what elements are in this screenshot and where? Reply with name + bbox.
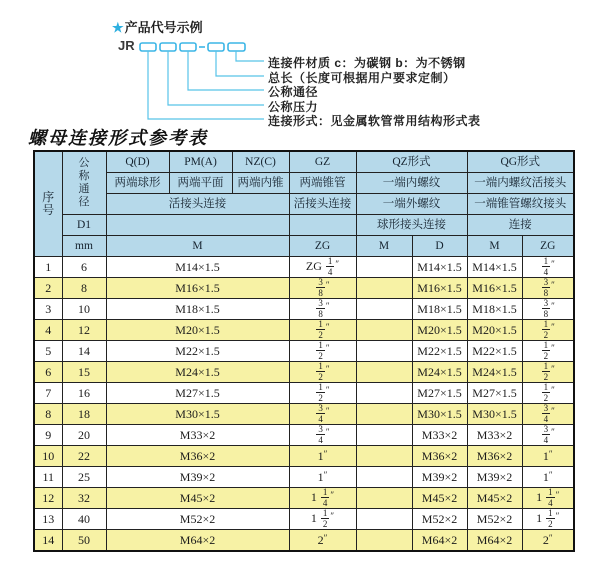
cell-seq: 5 <box>34 341 62 362</box>
cell-qz-m <box>356 383 412 404</box>
cell-qg-zg: $\frac{3}{8}$ ″ <box>522 278 574 299</box>
header-qg: QG形式 <box>467 151 574 173</box>
cell-qz-m <box>356 257 412 278</box>
code-label-connection: 连接形式：见金属软管常用结构形式表 <box>268 114 481 128</box>
cell-gz-zg: $\frac{3}{4}$ ″ <box>289 425 356 446</box>
cell-seq: 11 <box>34 467 62 488</box>
cell-gz-zg: 1 $\frac{1}{2}$ ″ <box>289 509 356 530</box>
cell-gz-zg: $\frac{1}{2}$ ″ <box>289 341 356 362</box>
header-gz: GZ <box>289 151 356 173</box>
header-q-desc: 两端球形 <box>106 173 169 194</box>
cell-qg-m: M24×1.5 <box>467 362 522 383</box>
header-qg-connection: 连接 <box>467 215 574 236</box>
cell-qz-d: M18×1.5 <box>412 299 467 320</box>
cell-qg-m: M36×2 <box>467 446 522 467</box>
cell-qz-m <box>356 425 412 446</box>
cell-m: M33×2 <box>106 425 289 446</box>
header-nz: NZ(C) <box>232 151 289 173</box>
cell-qg-zg: $\frac{1}{4}$ ″ <box>522 257 574 278</box>
header-qg-desc2: 一端锥管螺纹接头 <box>467 194 574 215</box>
header-empty-left <box>106 215 289 236</box>
table-row <box>34 299 574 320</box>
cell-qz-d: M20×1.5 <box>412 320 467 341</box>
cell-qg-zg: $\frac{1}{2}$ ″ <box>522 383 574 404</box>
cell-seq: 14 <box>34 530 62 552</box>
cell-gz-zg: 2″ <box>289 530 356 552</box>
cell-qz-m <box>356 446 412 467</box>
table-row <box>34 446 574 467</box>
code-heading-text: 产品代号示例 <box>124 20 203 35</box>
cell-qz-m <box>356 530 412 552</box>
code-label-length: 总长（长度可根据用户要求定制） <box>268 71 456 85</box>
cell-dn: 40 <box>62 509 106 530</box>
table-row <box>34 488 574 509</box>
header-qg-desc1: 一端内螺纹活接头 <box>467 173 574 194</box>
table-row <box>34 530 574 552</box>
cell-dn: 12 <box>62 320 106 341</box>
cell-gz-zg: 1″ <box>289 467 356 488</box>
header-empty-gz <box>289 215 356 236</box>
cell-seq: 7 <box>34 383 62 404</box>
header-col-zg: ZG <box>289 236 356 257</box>
header-mm: mm <box>62 236 106 257</box>
cell-qg-zg: 1″ <box>522 446 574 467</box>
cell-dn: 18 <box>62 404 106 425</box>
code-label-diameter: 公称通径 <box>268 85 319 99</box>
cell-qz-d: M24×1.5 <box>412 362 467 383</box>
cell-qz-d: M33×2 <box>412 425 467 446</box>
cell-qg-zg: $\frac{3}{4}$ ″ <box>522 425 574 446</box>
code-label-material: 连接件材质 c：为碳钢 b：为不锈钢 <box>268 56 466 70</box>
cell-qg-m: M20×1.5 <box>467 320 522 341</box>
header-qz-desc1: 一端内螺纹 <box>356 173 467 194</box>
header-nz-desc: 两端内锥 <box>232 173 289 194</box>
code-prefix: JR <box>118 38 135 53</box>
header-col-qz-m: M <box>356 236 412 257</box>
cell-seq: 4 <box>34 320 62 341</box>
header-gz-connection: 活接头连接 <box>289 194 356 215</box>
connector-line-2 <box>216 51 264 76</box>
table-row <box>34 509 574 530</box>
cell-qg-zg: 1″ <box>522 467 574 488</box>
cell-dn: 22 <box>62 446 106 467</box>
table-row <box>34 362 574 383</box>
cell-qg-m: M39×2 <box>467 467 522 488</box>
cell-seq: 9 <box>34 425 62 446</box>
cell-qz-d: M14×1.5 <box>412 257 467 278</box>
cell-qg-m: M45×2 <box>467 488 522 509</box>
table-row <box>34 257 574 278</box>
cell-gz-zg: $\frac{1}{2}$ ″ <box>289 362 356 383</box>
cell-dn: 25 <box>62 467 106 488</box>
cell-seq: 3 <box>34 299 62 320</box>
cell-m: M20×1.5 <box>106 320 289 341</box>
cell-dn: 20 <box>62 425 106 446</box>
cell-qg-m: M64×2 <box>467 530 522 552</box>
cell-m: M52×2 <box>106 509 289 530</box>
cell-dn: 50 <box>62 530 106 552</box>
cell-gz-zg: ZG $\frac{1}{4}$ ″ <box>289 257 356 278</box>
cell-gz-zg: 1″ <box>289 446 356 467</box>
cell-dn: 10 <box>62 299 106 320</box>
header-qz-connection: 球形接头连接 <box>356 215 467 236</box>
cell-qg-m: M14×1.5 <box>467 257 522 278</box>
cell-qz-d: M64×2 <box>412 530 467 552</box>
cell-qz-d: M27×1.5 <box>412 383 467 404</box>
cell-qg-zg: $\frac{3}{4}$ ″ <box>522 404 574 425</box>
header-qz-desc2: 一端外螺纹 <box>356 194 467 215</box>
cell-qz-d: M45×2 <box>412 488 467 509</box>
cell-m: M36×2 <box>106 446 289 467</box>
cell-qg-zg: 1 $\frac{1}{4}$ ″ <box>522 488 574 509</box>
cell-m: M22×1.5 <box>106 341 289 362</box>
cell-dn: 8 <box>62 278 106 299</box>
cell-gz-zg: $\frac{3}{8}$ ″ <box>289 299 356 320</box>
cell-m: M39×2 <box>106 467 289 488</box>
cell-dn: 16 <box>62 383 106 404</box>
cell-qz-d: M36×2 <box>412 446 467 467</box>
header-col-qz-d: D <box>412 236 467 257</box>
cell-qz-d: M16×1.5 <box>412 278 467 299</box>
header-col-m: M <box>106 236 289 257</box>
cell-qz-m <box>356 488 412 509</box>
cell-qz-m <box>356 299 412 320</box>
cell-seq: 6 <box>34 362 62 383</box>
table-row <box>34 467 574 488</box>
code-box-2 <box>160 43 176 51</box>
table-row <box>34 320 574 341</box>
cell-qg-zg: 2″ <box>522 530 574 552</box>
cell-m: M18×1.5 <box>106 299 289 320</box>
header-d1: D1 <box>62 215 106 236</box>
table-row <box>34 341 574 362</box>
cell-gz-zg: $\frac{1}{2}$ ″ <box>289 320 356 341</box>
header-dn: 公 称 通 径 <box>62 151 106 215</box>
cell-qz-m <box>356 341 412 362</box>
cell-dn: 14 <box>62 341 106 362</box>
code-heading <box>112 17 203 36</box>
cell-qg-m: M16×1.5 <box>467 278 522 299</box>
header-col-qg-m: M <box>467 236 522 257</box>
cell-qg-m: M30×1.5 <box>467 404 522 425</box>
cell-qz-m <box>356 320 412 341</box>
header-col-qg-zg: ZG <box>522 236 574 257</box>
cell-gz-zg: $\frac{3}{8}$ ″ <box>289 278 356 299</box>
connector-line-1 <box>236 51 264 61</box>
cell-seq: 13 <box>34 509 62 530</box>
cell-qg-m: M33×2 <box>467 425 522 446</box>
cell-seq: 12 <box>34 488 62 509</box>
cell-m: M30×1.5 <box>106 404 289 425</box>
cell-qz-d: M52×2 <box>412 509 467 530</box>
cell-gz-zg: $\frac{1}{2}$ ″ <box>289 383 356 404</box>
cell-m: M64×2 <box>106 530 289 552</box>
table-row <box>34 383 574 404</box>
cell-qz-m <box>356 404 412 425</box>
header-gz-desc: 两端锥管 <box>289 173 356 194</box>
table-row <box>34 404 574 425</box>
header-q: Q(D) <box>106 151 169 173</box>
cell-m: M27×1.5 <box>106 383 289 404</box>
header-seq: 序 号 <box>34 151 62 257</box>
cell-seq: 1 <box>34 257 62 278</box>
cell-qz-m <box>356 509 412 530</box>
cell-qz-d: M22×1.5 <box>412 341 467 362</box>
code-box-4 <box>208 43 224 51</box>
connector-line-3 <box>188 51 264 90</box>
cell-qz-m <box>356 362 412 383</box>
code-box-1 <box>140 43 156 51</box>
cell-dn: 6 <box>62 257 106 278</box>
cell-qg-m: M52×2 <box>467 509 522 530</box>
cell-m: M14×1.5 <box>106 257 289 278</box>
cell-qg-m: M18×1.5 <box>467 299 522 320</box>
cell-qz-d: M39×2 <box>412 467 467 488</box>
star-icon: ★ <box>112 20 124 35</box>
cell-qg-m: M22×1.5 <box>467 341 522 362</box>
cell-qz-m <box>356 467 412 488</box>
header-pm: PM(A) <box>169 151 232 173</box>
cell-m: M24×1.5 <box>106 362 289 383</box>
code-label-pressure: 公称压力 <box>268 100 319 114</box>
code-box-5 <box>228 43 245 51</box>
table-header <box>34 151 574 257</box>
cell-gz-zg: $\frac{3}{4}$ ″ <box>289 404 356 425</box>
cell-qz-d: M30×1.5 <box>412 404 467 425</box>
cell-m: M45×2 <box>106 488 289 509</box>
nut-connection-table <box>33 150 575 552</box>
header-union-connection: 活接头连接 <box>106 194 289 215</box>
cell-qg-zg: 1 $\frac{1}{2}$ ″ <box>522 509 574 530</box>
code-box-3 <box>180 43 196 51</box>
product-code-diagram <box>0 0 600 130</box>
cell-dn: 32 <box>62 488 106 509</box>
header-pm-desc: 两端平面 <box>169 173 232 194</box>
table-row <box>34 425 574 446</box>
table-body <box>34 257 574 552</box>
cell-gz-zg: 1 $\frac{1}{4}$ ″ <box>289 488 356 509</box>
cell-dn: 15 <box>62 362 106 383</box>
cell-qg-zg: $\frac{1}{2}$ ″ <box>522 341 574 362</box>
cell-seq: 10 <box>34 446 62 467</box>
cell-seq: 2 <box>34 278 62 299</box>
cell-qg-zg: $\frac{3}{8}$ ″ <box>522 299 574 320</box>
header-qz: QZ形式 <box>356 151 467 173</box>
cell-seq: 8 <box>34 404 62 425</box>
cell-qz-m <box>356 278 412 299</box>
cell-qg-zg: $\frac{1}{2}$ ″ <box>522 320 574 341</box>
cell-m: M16×1.5 <box>106 278 289 299</box>
cell-qg-zg: $\frac{1}{2}$ ″ <box>522 362 574 383</box>
table-title: 螺母连接形式参考表 <box>28 128 208 148</box>
cell-qg-m: M27×1.5 <box>467 383 522 404</box>
table-row <box>34 278 574 299</box>
